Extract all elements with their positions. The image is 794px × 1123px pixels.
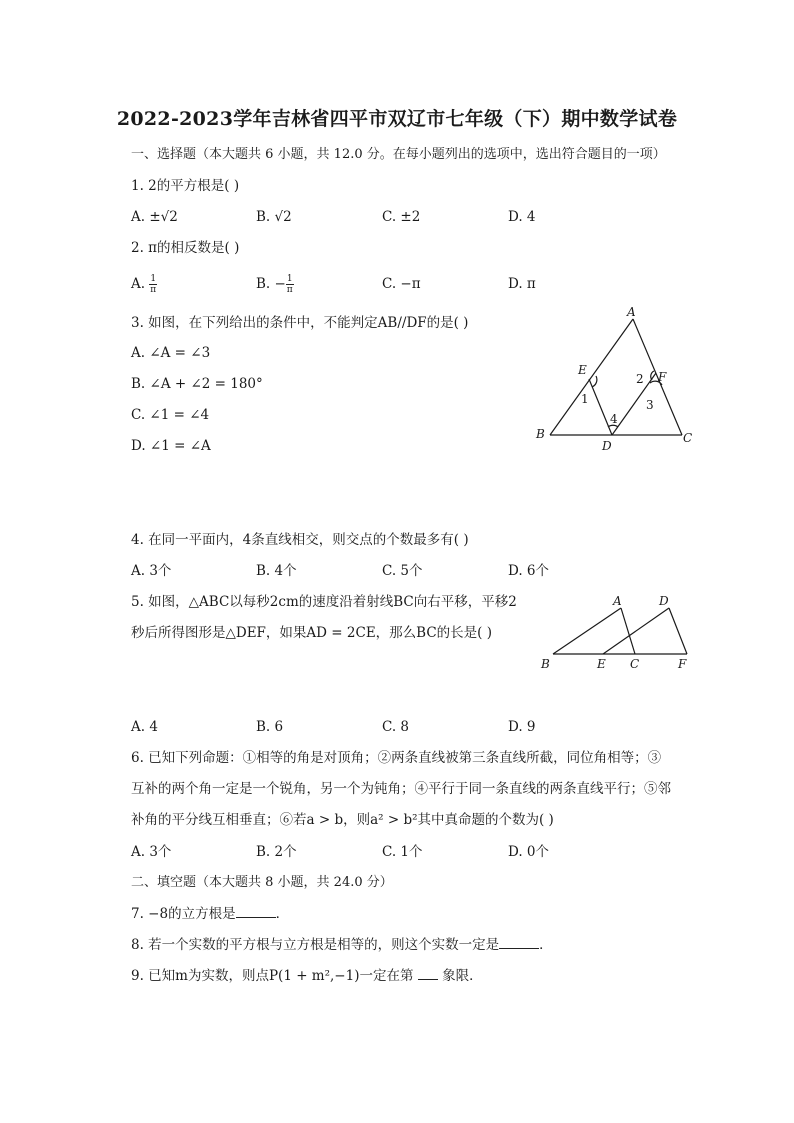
question-9 — [131, 966, 483, 986]
question-5-stem-line-2: 秒后所得图形是△DEF，如果AD = 2CE，那么BC的长是( ) — [131, 625, 492, 641]
section-fill-heading: 二、填空题（本大题共 8 小题，共 24.0 分） — [131, 875, 393, 890]
question-8-stem: 8. 若一个实数的平方根与立方根是相等的，则这个实数一定是 — [131, 937, 500, 953]
question-1-option-c: C. ±2 — [382, 209, 421, 225]
label-angle-1: 1 — [581, 392, 589, 406]
question-7 — [131, 904, 289, 924]
option-b-label: B. − — [256, 276, 286, 292]
exam-title: 2022-2023学年吉林省四平市双辽市七年级（下）期中数学试卷 — [116, 108, 678, 130]
answer-blank — [418, 967, 438, 980]
label-angle-3: 3 — [646, 398, 654, 412]
label-c: C — [683, 431, 693, 445]
label-f: F — [678, 657, 687, 671]
label-e: E — [578, 363, 587, 377]
question-3-stem: 3. 如图，在下列给出的条件中，不能判定AB//DF的是( ) — [131, 315, 469, 331]
question-6-stem-line-2: 互补的两个角一定是一个锐角，另一个为钝角；④平行于同一条直线的两条直线平行；⑤邻 — [131, 781, 671, 797]
segment-df — [669, 608, 687, 654]
question-5-stem-line-1: 5. 如图，△ABC以每秒2cm的速度沿着射线BC向右平移，平移2 — [131, 594, 517, 610]
question-6-option-a: A. 3个 — [131, 844, 172, 860]
section-choice-heading: 一、选择题（本大题共 6 小题，共 12.0 分。在每小题列出的选项中，选出符合题目的一项） — [131, 147, 666, 162]
question-8-end: ． — [539, 937, 553, 953]
segment-ba — [553, 608, 621, 654]
label-b: B — [541, 657, 550, 671]
question-3-figure — [530, 305, 700, 455]
question-5-option-c: C. 8 — [382, 719, 410, 735]
label-c: C — [630, 657, 640, 671]
option-a-label: A. — [131, 276, 146, 292]
fraction-one-over-pi: $\frac{1}{\pi}$ — [150, 274, 157, 295]
question-1-option-b: B. √2 — [256, 209, 292, 225]
question-6-option-d: D. 0个 — [508, 844, 550, 860]
question-4-option-a: A. 3个 — [131, 563, 172, 579]
segment-ac — [621, 608, 635, 654]
question-2-option-d: D. π — [508, 276, 536, 292]
question-2-option-b — [256, 274, 294, 295]
question-6-option-b: B. 2个 — [256, 844, 297, 860]
label-e: E — [597, 657, 606, 671]
question-5-option-d: D. 9 — [508, 719, 536, 735]
fraction-one-over-pi: $\frac{1}{\pi}$ — [286, 274, 293, 295]
question-1-stem: 1. 2的平方根是( ) — [131, 178, 240, 194]
question-4-stem: 4. 在同一平面内，4条直线相交，则交点的个数最多有( ) — [131, 532, 469, 548]
question-5-option-a: A. 4 — [131, 719, 158, 735]
question-2-stem: 2. π的相反数是( ) — [131, 240, 240, 256]
question-1-option-d: D. 4 — [508, 209, 536, 225]
question-2-option-a — [131, 274, 157, 295]
label-a: A — [627, 305, 636, 319]
question-4-option-b: B. 4个 — [256, 563, 297, 579]
answer-blank — [236, 905, 276, 918]
question-8 — [131, 935, 553, 955]
answer-blank — [499, 936, 539, 949]
label-a: A — [613, 594, 622, 608]
segment-ab — [550, 319, 633, 435]
label-f: F — [658, 370, 667, 384]
question-6-option-c: C. 1个 — [382, 844, 423, 860]
question-6-stem-line-3: 补角的平分线互相垂直；⑥若a > b，则a² > b²其中真命题的个数为( ) — [131, 812, 554, 828]
question-4-option-c: C. 5个 — [382, 563, 423, 579]
label-angle-2: 2 — [636, 372, 644, 386]
question-3-option-d: D. ∠1 = ∠A — [131, 438, 211, 454]
segment-ed — [603, 608, 669, 654]
label-d: D — [602, 439, 612, 453]
question-2-option-c: C. −π — [382, 276, 421, 292]
label-d: D — [659, 594, 669, 608]
question-1-option-a: A. ±√2 — [131, 209, 178, 225]
question-3-option-c: C. ∠1 = ∠4 — [131, 407, 210, 423]
label-b: B — [536, 427, 545, 441]
question-6-stem-line-1: 6. 已知下列命题：①相等的角是对顶角；②两条直线被第三条直线所截，同位角相等；③ — [131, 750, 662, 766]
question-4-option-d: D. 6个 — [508, 563, 550, 579]
question-3-option-a: A. ∠A = ∠3 — [131, 345, 211, 361]
question-5-figure — [535, 590, 700, 675]
question-5-option-b: B. 6 — [256, 719, 284, 735]
question-7-stem: 7. −8的立方根是 — [131, 906, 236, 922]
question-3-option-b: B. ∠A + ∠2 = 180° — [131, 376, 263, 392]
angle-1-arc — [592, 376, 597, 387]
question-9-stem: 9. 已知m为实数，则点P(1 + m²,−1)一定在第 — [131, 968, 414, 984]
label-angle-4: 4 — [610, 412, 618, 426]
question-7-end: ． — [275, 906, 290, 922]
question-9-end: 象限． — [442, 968, 483, 984]
